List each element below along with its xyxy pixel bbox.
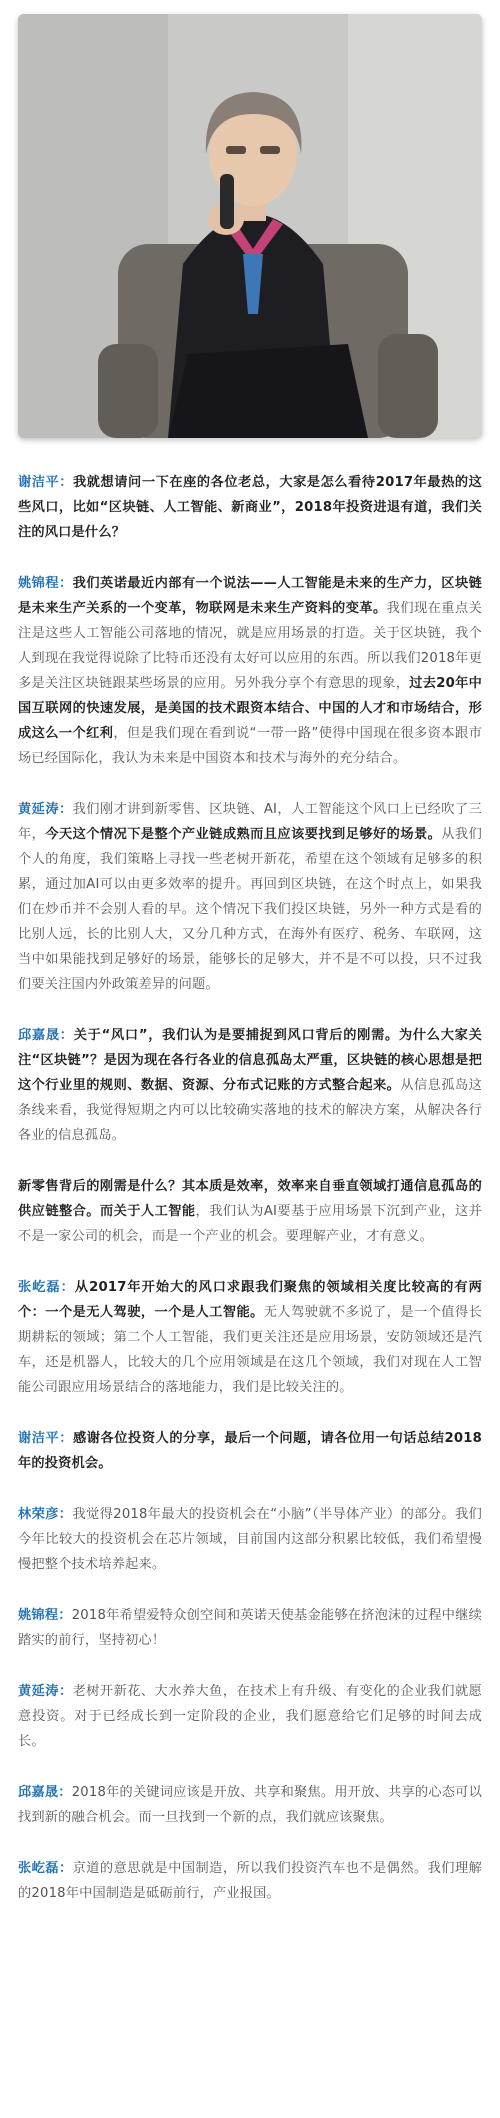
- paragraph-3: [18, 797, 482, 997]
- paragraph-9: [18, 1603, 482, 1653]
- speaker-photo: [18, 14, 482, 438]
- body-text: 从我们个人的角度，我们策略上寻找一些老树开新花，希望在这个领域有足够多的积累，通过加AI可以由更多效率的提升。再回到区块链，在这个时点上，如果我们在炒币并不会别人看的早。这个情况下我们投区块链，另外一种方式是看的比别人远，长的比别人大，又分几种方式，在海外有医疗、税务、车联网，这当中如果能找到足够好的场景，能够长的足够大，并不是不可以投，只不过我们要关注国内外政策差异的问题。: [18, 827, 482, 992]
- bold-text: 我就想请问一下在座的各位老总，大家是怎么看待2017年最热的这些风口，比如“区块链、人工智能、新商业”，2018年投资进退有道，我们关注的风口是什么？: [18, 475, 482, 540]
- body-text: ，我们认为AI要基于应用场景下沉到产业，这并不是一家公司的机会，而是一个产业的机会。要理解产业，才有意义。: [18, 1204, 482, 1244]
- body-text: 京道的意思就是中国制造，所以我们投资汽车也不是偶然。我们理解的2018年中国制造是砥砺前行，产业报国。: [18, 1861, 482, 1901]
- paragraph-6: [18, 1275, 482, 1400]
- bold-text: 新零售背后的刚需是什么？其本质是效率，效率来自垂直领域打通信息孤岛的供应链整合。而关于人工智能: [18, 1179, 482, 1219]
- speaker-name: 张屹磊：: [18, 1861, 73, 1876]
- paragraph-12: [18, 1856, 482, 1906]
- paragraph-8: [18, 1502, 482, 1577]
- bold-text: 今天这个情况下是整个产业链成熟而且应该要找到足够好的场景。: [45, 827, 442, 842]
- bold-text: 过去20年中国互联网的快速发展，是美国的技术跟资本结合、中国的人才和市场结合，形成这么一个红利: [18, 676, 482, 741]
- speaker-name: 黄延涛：: [18, 802, 73, 817]
- paragraph-2: [18, 571, 482, 771]
- body-text: 我觉得2018年最大的投资机会在“小脑”（半导体产业）的部分。我们今年比较大的投资机会在芯片领域，目前国内这部分积累比较低，我们希望慢慢把整个技术培养起来。: [18, 1507, 482, 1572]
- speaker-name: 林荣彦：: [18, 1507, 73, 1522]
- speaker-name: 谢洁平：: [18, 475, 74, 490]
- paragraph-7: [18, 1426, 482, 1476]
- speaker-name: 邱嘉晟：: [18, 1785, 72, 1800]
- body-text: 我们刚才讲到新零售、区块链、AI，人工智能这个风口上已经吹了三年，: [18, 802, 482, 842]
- body-text: 无人驾驶就不多说了，是一个值得长期耕耘的领域；第二个人工智能，我们更关注还是应用场景，安防领域还是汽车，还是机器人，比较大的几个应用领域是在这几个领域，我们对现在人工智能公司跟应用场景结合的落地能力，我们是比较关注的。: [18, 1305, 482, 1395]
- speaker-name: 姚锦程：: [18, 576, 73, 591]
- body-text: 2018年的关键词应该是开放、共享和聚焦。用开放、共享的心态可以找到新的融合机会。而一旦找到一个新的点，我们就应该聚焦。: [18, 1785, 482, 1825]
- bold-text: 关于“风口”，我们认为是要捕捉到风口背后的刚需。为什么大家关注“区块链”？是因为现在各行各业的信息孤岛太严重，区块链的核心思想是把这个行业里的规则、数据、资源、分布式记账的方式整合起来。: [18, 1028, 482, 1093]
- bold-text: 我们英诺最近内部有一个说法——人工智能是未来的生产力，区块链是未来生产关系的一个变革，物联网是未来生产资料的变革。: [18, 576, 482, 616]
- bold-text: 从2017年开始大的风口求跟我们聚焦的领域相关度比较高的有两个：一个是无人驾驶，一个是人工智能。: [18, 1280, 482, 1320]
- speaker-name: 谢洁平：: [18, 1431, 74, 1446]
- paragraph-10: [18, 1679, 482, 1754]
- body-text: 2018年希望爱特众创空间和英诺天使基金能够在挤泡沫的过程中继续踏实的前行，坚持初心！: [18, 1608, 482, 1648]
- speaker-name: 邱嘉晟：: [18, 1028, 74, 1043]
- paragraph-1: [18, 470, 482, 545]
- paragraph-11: [18, 1780, 482, 1830]
- body-text: 老树开新花、大水养大鱼，在技术上有升级、有变化的企业我们就愿意投资。对于已经成长到一定阶段的企业，我们愿意给它们足够的时间去成长。: [18, 1684, 482, 1749]
- body-text: 我们现在重点关注是这些人工智能公司落地的情况，就是应用场景的打造。关于区块链，我个人到现在我觉得说除了比特币还没有太好可以应用的东西。所以我们2018年更多是关注区块链跟某些场景的应用。另外我分享个有意思的现象，: [18, 601, 482, 691]
- bold-text: 感谢各位投资人的分享，最后一个问题，请各位用一句话总结2018年的投资机会。: [18, 1431, 482, 1471]
- paragraph-4: [18, 1023, 482, 1148]
- speaker-name: 黄延涛：: [18, 1684, 73, 1699]
- speaker-name: 张屹磊：: [18, 1280, 75, 1295]
- article-body: [18, 470, 482, 1932]
- paragraph-5: [18, 1174, 482, 1249]
- speaker-photo-illustration: [18, 14, 482, 438]
- speaker-name: 姚锦程：: [18, 1608, 72, 1623]
- body-text: 从信息孤岛这条线来看，我觉得短期之内可以比较确实落地的技术的解决方案，从解决各行各业的信息孤岛。: [18, 1078, 482, 1143]
- body-text: ，但是我们现在看到说“一带一路”使得中国现在很多资本跟市场已经国际化，我认为未来是中国资本和技术与海外的充分结合。: [18, 726, 482, 766]
